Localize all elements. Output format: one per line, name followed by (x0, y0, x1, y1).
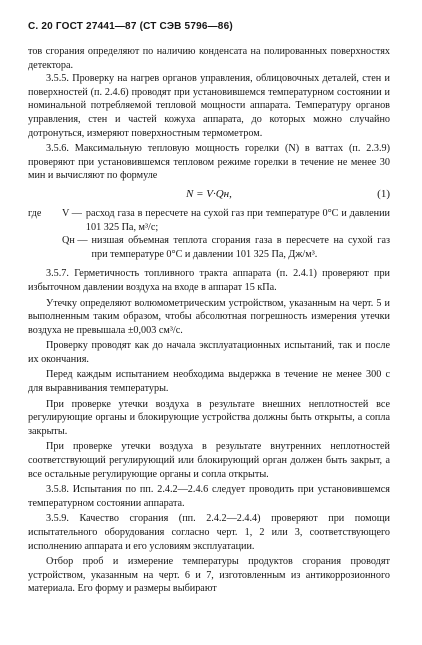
paragraph-3-5-5: 3.5.5. Проверку на нагрев органов управления, облицовочных деталей, стен и поверхностей (п. 2.4.6) проводят при установившемся температурном состоянии и номинальной потребляемой тепловой мощности аппарата. Температуру органов управления, стен и частей кожуха аппарата, до которых можно случайно дотронуться, измеряют поверхностным термометром. (28, 73, 390, 139)
document-body (28, 45, 390, 596)
formula-legend (28, 207, 390, 261)
legend-intro: где (28, 207, 42, 219)
paragraph-hold: Перед каждым испытанием необходима выдержка в течение не менее 300 с для выравнивания температуры. (28, 369, 390, 395)
paragraph-continuation: тов сгорания определяют по наличию конденсата на полированных поверхностях детектора. (28, 46, 390, 71)
paragraph-sampling: Отбор проб и измерение температуры продуктов сгорания проводят устройством, указанным на черт. 6 и 7, изготовленным из антикоррозионного материала. Его форму и размеры выбирают (28, 556, 390, 595)
legend-definition: низшая объемная теплота сгорания газа в пересчете на сухой газ при температуре 0°С и давлении 101 325 Па, Дж/м³. (91, 235, 390, 260)
page-header: С. 20 ГОСТ 27441—87 (СТ СЭВ 5796—86) (28, 21, 233, 32)
legend-item-v (62, 207, 390, 234)
paragraph-check-timing: Проверку проводят как до начала эксплуатационных испытаний, так и после их окончания. (28, 340, 390, 365)
formula-text: N = V·Qн, (186, 187, 232, 200)
paragraph-leak: Утечку определяют волюмометрическим устройством, указанным на черт. 5 и выполненным таким образом, чтобы абсолютная погрешность измерения утечки воздуха не превышала ±0,003 см³/с. (28, 297, 390, 336)
paragraph-3-5-6: 3.5.6. Максимальную тепловую мощность горелки (N) в ваттах (п. 2.3.9) проверяют при установившемся тепловом режиме горелки в течение не менее 30 мин и вычисляют по формуле (28, 143, 390, 182)
formula-number: (1) (377, 187, 390, 200)
legend-item-q (62, 234, 390, 261)
paragraph-external-leaks: При проверке утечки воздуха в результате внешних неплотностей все регулирующие органы и блокирующие устройства должны быть открыты, а сопла закрыты. (28, 398, 390, 437)
paragraph-internal-leaks: При проверке утечки воздуха в результате внутренних неплотностей соответствующий регулирующий или блокирующий орган должен быть закрыт, а все остальные регулирующие органы и сопла открыты. (28, 441, 390, 480)
legend-definition: расход газа в пересчете на сухой газ при температуре 0°С и давлении 101 325 Па, м³/с; (85, 207, 390, 233)
legend-items (62, 207, 390, 261)
formula-1 (28, 186, 390, 204)
legend-symbol: V — (62, 207, 82, 219)
paragraph-3-5-8: 3.5.8. Испытания по пп. 2.4.2—2.4.6 следует проводить при установившемся температурном состоянии аппарата. (28, 484, 390, 509)
paragraph-3-5-9: 3.5.9. Качество сгорания (пп. 2.4.2—2.4.4) проверяют при помощи испытательного оборудования согласно черт. 1, 2 или 3, соответствующего исполнению аппарата и его условиям эксплуатации. (28, 513, 390, 552)
legend-symbol: Qн — (62, 235, 88, 247)
paragraph-3-5-7: 3.5.7. Герметичность топливного тракта аппарата (п. 2.4.1) проверяют при избыточном давлении воздуха на входе в аппарат 15 кПа. (28, 268, 390, 293)
